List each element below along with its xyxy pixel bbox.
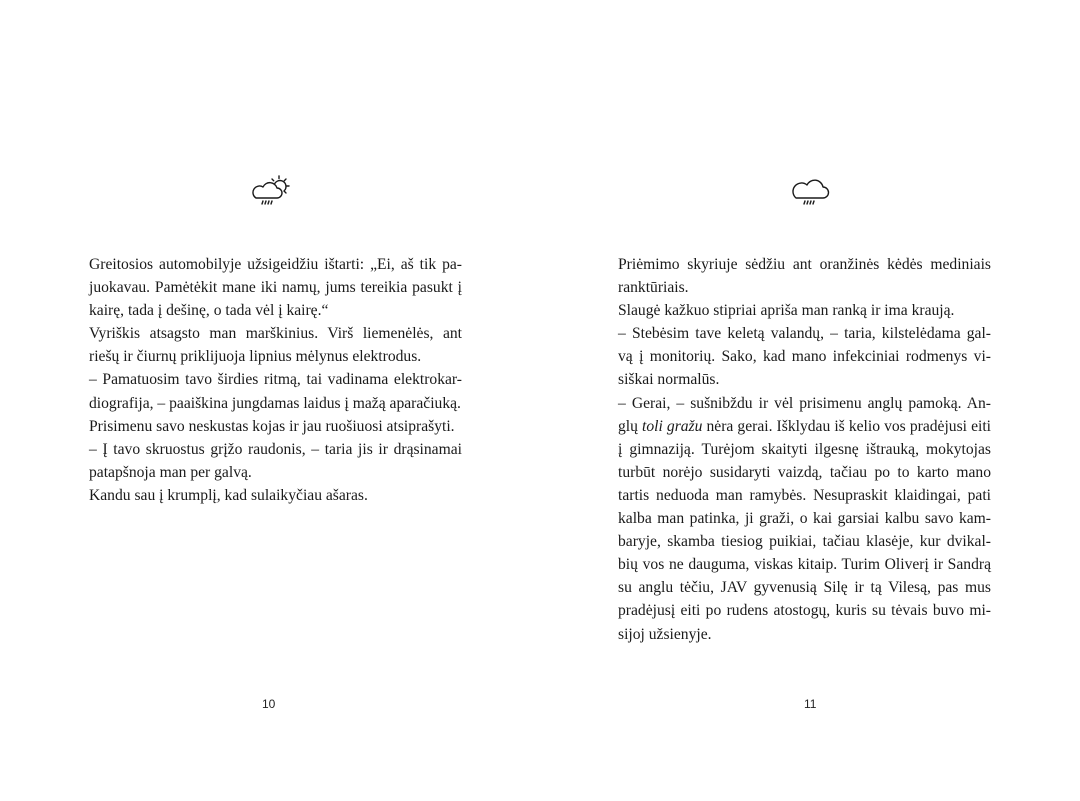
text-line: riešų ir čiurnų priklijuoja lipnius mėlynus elektrodus. — [89, 348, 422, 366]
text-line: diografija, – paaiškina jungdamas laidus į mažą aparačiuką. — [89, 394, 461, 412]
right-page-text — [618, 253, 991, 646]
text-line: su anglu tėčiu, JAV gyvenusią Silę ir tą Vilesą, pas mus — [618, 579, 991, 597]
text-line: siškai normalūs. — [618, 371, 720, 389]
text-line: Priėmimo skyriuje sėdžiu ant oranžinės kėdės mediniais — [618, 256, 991, 273]
text-line: Vyriškis atsagsto man marškinius. Virš liemenėlės, ant — [89, 325, 462, 343]
text-line: ranktūriais. — [618, 279, 689, 297]
text-line: turbūt norėjo susidaryti vaizdą, tačiau po to karto mano — [618, 463, 991, 481]
page-number-left: 10 — [262, 697, 276, 711]
text-line: vą į monitorių. Sako, kad mano infekciniai rodmenys vi- — [618, 348, 991, 366]
right-page — [540, 0, 1080, 801]
text-line: – Stebėsim tave keletą valandų, – taria, kilstelėdama gal- — [618, 325, 991, 343]
text-line: juokavau. Pamėtėkit mane iki namų, jums tereikia pasukt į — [89, 279, 462, 297]
cloud-rain-icon — [790, 174, 838, 206]
text-line: – Gerai, – sušnibždu ir vėl prisimenu anglų pamoką. An- — [618, 394, 991, 412]
text-line: tartis neduoda man ramybės. Nesupraskit klaidingai, pati — [618, 486, 991, 504]
left-page-text — [89, 253, 462, 507]
text-line: Prisimenu savo neskustas kojas ir jau ruošiuosi atsiprašyti. — [89, 417, 455, 435]
text-line: pradėjusį eiti po rudens atostogų, kuris su tėvais buvo mi- — [618, 602, 991, 620]
text-line — [618, 415, 991, 438]
text-line: baryje, skamba tiesiog puikiai, tačiau klasėje, kur dvikal- — [618, 533, 991, 551]
text-line: – Į tavo skruostus grįžo raudonis, – taria jis ir drąsinamai — [89, 440, 462, 458]
text-line: sijoj užsienyje. — [618, 625, 712, 643]
text-line: patapšnoja man per galvą. — [89, 463, 252, 481]
text-line: Kandu sau į krumplį, kad sulaikyčiau ašaras. — [89, 486, 368, 504]
text-line: į gimnaziją. Turėjom skaityti ilgesnę ištrauką, mokytojas — [618, 440, 991, 458]
text-line: bių vos ne dauguma, viskas kitaip. Turim Oliverį ir Sandrą — [618, 556, 991, 574]
text-line: kairę, tada į dešinę, o tada vėl į kairę.“ — [89, 302, 329, 320]
text-line: – Pamatuosim tavo širdies ritmą, tai vadinama elektrokar- — [89, 371, 462, 389]
text-line-part: nėra gerai. Išklydau iš kelio vos pradėjusi eiti — [702, 417, 991, 435]
page-number-right: 11 — [804, 697, 817, 711]
text-line: Slaugė kažkuo stipriai apriša man ranką ir ima kraują. — [618, 302, 955, 320]
text-line: Greitosios automobilyje užsigeidžiu ištarti: „Ei, aš tik pa- — [89, 256, 462, 273]
cloud-sun-rain-icon — [246, 174, 294, 206]
text-line-part: glų — [618, 417, 643, 435]
text-line: kalba man patinka, ji graži, o kai garsiai kalbu savo kam- — [618, 510, 991, 528]
emphasized-phrase: toli gražu — [642, 417, 703, 435]
